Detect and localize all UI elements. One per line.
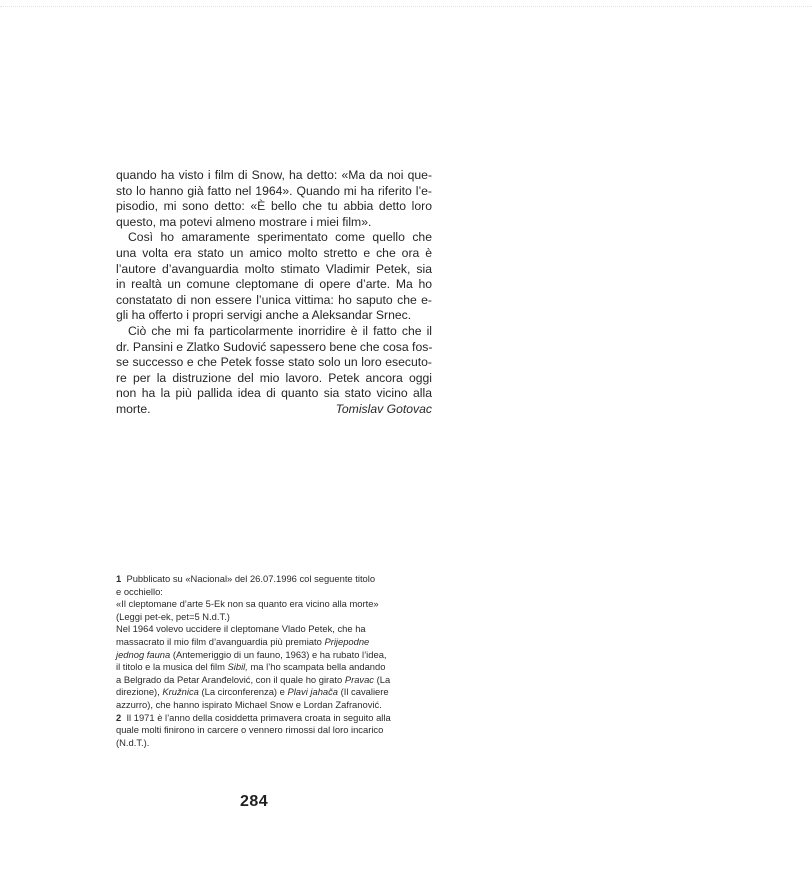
text-line: questo, ma potevi almeno mostrare i miei film». <box>116 214 372 229</box>
footnote-number: 2 <box>116 711 122 723</box>
top-edge-rule <box>0 6 812 7</box>
text-line: dr. Pansini e Zlatko Sudović sapessero bene che cosa fos- <box>116 339 433 354</box>
footnote-1-line <box>116 649 436 662</box>
page-number: 284 <box>240 793 269 810</box>
film-title: Kružnica <box>162 686 199 698</box>
footnote-1-line <box>116 661 436 674</box>
text-line: morte. <box>116 401 151 416</box>
footnote-1-line <box>116 674 436 687</box>
paragraph-1 <box>116 168 432 230</box>
film-title: jednog fauna <box>116 648 171 660</box>
text-line: se successo e che Petek fosse stato solo un loro esecuto- <box>116 355 432 370</box>
footnote-1-line <box>116 686 436 699</box>
footnote-1-line: e occhiello: <box>116 585 163 597</box>
footnote-1-line: (Leggi pet-ek, pet=5 N.d.T.) <box>116 610 230 622</box>
article-body <box>116 168 432 418</box>
footnote-text: (Antemeriggio di un fauno, 1963) e ha rubato l’idea, <box>172 648 387 660</box>
text-line: l’autore d’avanguardia molto stimato Vladimir Petek, sia <box>116 261 432 276</box>
film-title: Sibil, <box>227 661 248 673</box>
footnote-text: (Il cavaliere <box>340 686 389 698</box>
footnotes <box>116 573 436 749</box>
text-line: non ha la più pallida idea di quanto sia stato vicino alla <box>116 386 432 401</box>
author-signature: Tomislav Gotovac <box>335 401 432 416</box>
footnote-text: Il 1971 è l’anno della cosiddetta primavera croata in seguito alla <box>126 711 391 723</box>
text-line: re per la distruzione del mio lavoro. Petek ancora oggi <box>116 370 432 385</box>
film-title: Plavi jahača <box>287 686 339 698</box>
text-line: constatato di non essere l’unica vittima: ho saputo che e- <box>116 292 432 307</box>
film-title: Prijepodne <box>324 635 370 647</box>
footnote-1-line <box>116 573 436 586</box>
footnote-text: direzione), <box>116 686 160 698</box>
footnote-number: 1 <box>116 573 122 584</box>
footnote-text: il titolo e la musica del film <box>116 661 225 673</box>
text-line: una volta era stato un amico molto stretto e che ora è <box>116 245 432 260</box>
footnote-text: (La circonferenza) e <box>201 686 285 698</box>
text-line: quando ha visto i film di Snow, ha detto: «Ma da noi que- <box>116 168 432 182</box>
paragraph-2 <box>116 230 432 324</box>
film-title: Pravac <box>344 673 374 685</box>
text-line: pisodio, mi sono detto: «È bello che tu abbia detto loro <box>116 199 432 214</box>
footnote-1-line: azzurro), che hanno ispirato Michael Snow e Lordan Zafranović. <box>116 698 382 710</box>
text-line: gli ha offerto i propri servigi anche a Aleksandar Srnec. <box>116 308 412 323</box>
footnote-1-line: «Il cleptomane d’arte 5-Ek non sa quanto era vicino alla morte» <box>116 598 379 610</box>
closing-line <box>116 402 432 418</box>
paragraph-3 <box>116 324 432 418</box>
text-line: sto lo hanno già fatto nel 1964». Quando mi ha riferito l’e- <box>116 183 432 198</box>
footnote-1-line <box>116 636 436 649</box>
footnote-text: ma l’ho scampata bella andando <box>250 661 386 673</box>
text-line: Così ho amaramente sperimentato come quello che <box>128 230 432 245</box>
footnote-text: (La <box>376 673 391 685</box>
text-line: in realtà un comune cleptomane di opere d’arte. Ma ho <box>116 277 432 292</box>
footnote-2-line <box>116 712 436 725</box>
text-line: Ciò che mi fa particolarmente inorridire è il fatto che il <box>128 323 432 338</box>
footnote-text: a Belgrado da Petar Aranđelović, con il quale ho girato <box>116 673 343 685</box>
footnote-text: Pubblicato su «Nacional» del 26.07.1996 col seguente titolo <box>126 573 376 584</box>
footnote-text: massacrato il mio film d’avanguardia più premiato <box>116 635 322 647</box>
footnote-2-line: (N.d.T.). <box>116 736 150 748</box>
footnote-2-line: quale molti finirono in carcere o vennero rimossi dal loro incarico <box>116 724 384 736</box>
footnote-1-line: Nel 1964 volevo uccidere il cleptomane Vlado Petek, che ha <box>116 623 366 635</box>
